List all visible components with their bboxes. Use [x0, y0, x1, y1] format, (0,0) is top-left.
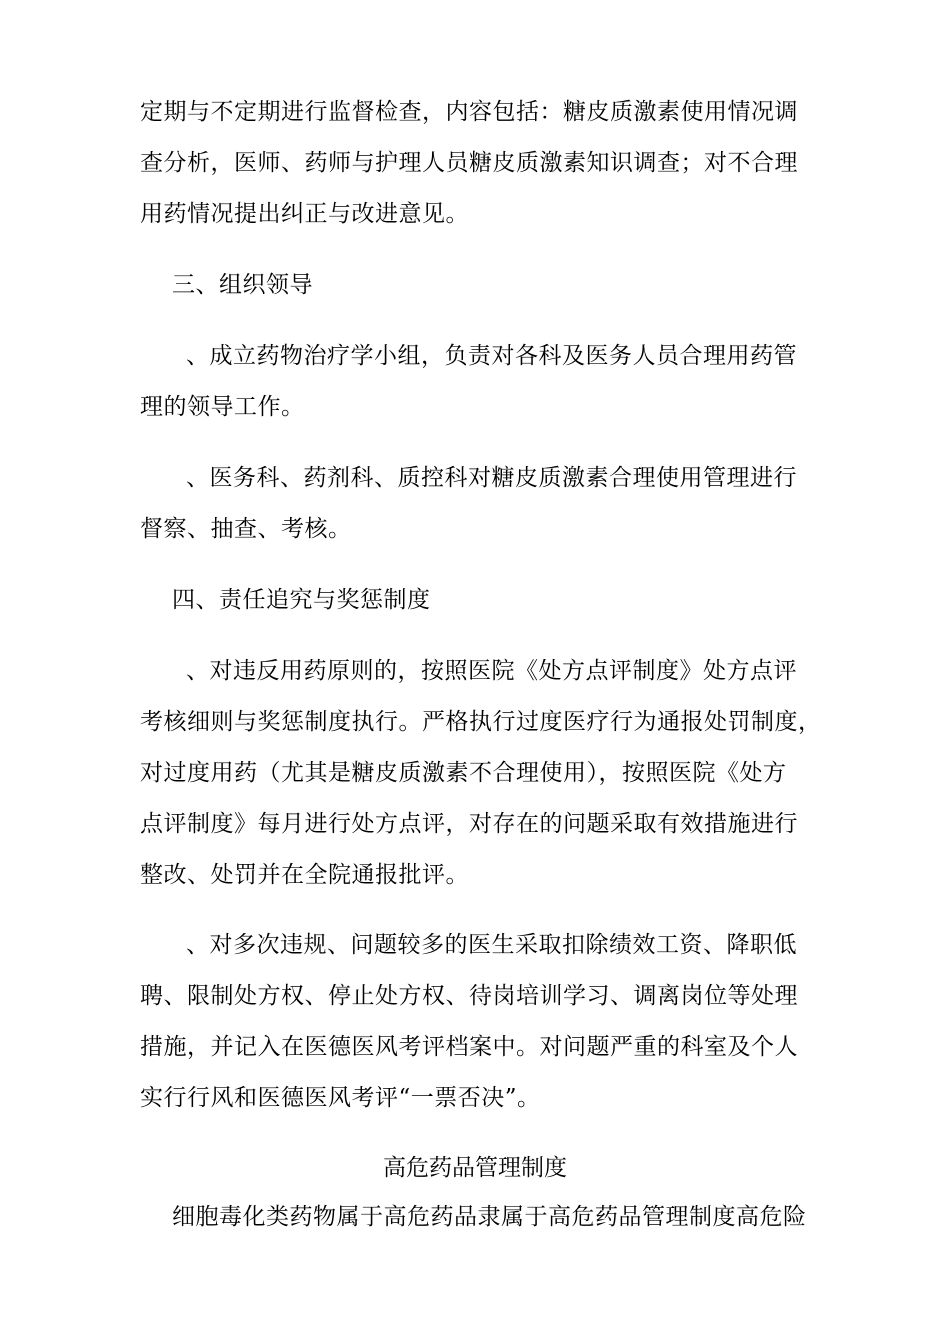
text-line: 实行行风和医德医风考评“一票否决”。 — [140, 1085, 541, 1111]
text-line: 、对多次违规、问题较多的医生采取扣除绩效工资、降职低 — [186, 932, 797, 958]
section-heading-organization: 三、组织领导 — [172, 272, 313, 298]
section-title: 高危药品管理制度 — [383, 1155, 567, 1181]
text-line: 、医务科、药剂科、质控科对糖皮质激素合理使用管理进行 — [186, 465, 797, 491]
text-line: 、成立药物治疗学小组，负责对各科及医务人员合理用药管 — [186, 343, 797, 369]
text-line: 定期与不定期进行监督检查，内容包括：糖皮质激素使用情况调 — [140, 99, 798, 125]
text-line: 整改、处罚并在全院通报批评。 — [140, 862, 469, 888]
text-line: 点评制度》每月进行处方点评，对存在的问题采取有效措施进行 — [140, 811, 798, 837]
text-line: 查分析，医师、药师与护理人员糖皮质激素知识调查；对不合理 — [140, 150, 798, 176]
text-line: 对过度用药（尤其是糖皮质激素不合理使用），按照医院《处方 — [140, 760, 787, 786]
section-heading-accountability: 四、责任追究与奖惩制度 — [172, 587, 431, 613]
text-line: 、对违反用药原则的，按照医院《处方点评制度》处方点评 — [186, 658, 797, 684]
text-line: 用药情况提出纠正与改进意见。 — [140, 201, 469, 227]
text-line: 措施，并记入在医德医风考评档案中。对问题严重的科室及个人 — [140, 1034, 798, 1060]
text-line: 考核细则与奖惩制度执行。严格执行过度医疗行为通报处罚制度， — [140, 709, 822, 735]
text-line: 细胞毒化类药物属于高危药品隶属于高危药品管理制度高危险 — [172, 1204, 807, 1230]
text-line: 聘、限制处方权、停止处方权、待岗培训学习、调离岗位等处理 — [140, 983, 798, 1009]
text-line: 督察、抽查、考核。 — [140, 516, 352, 542]
text-line: 理的领导工作。 — [140, 394, 305, 420]
